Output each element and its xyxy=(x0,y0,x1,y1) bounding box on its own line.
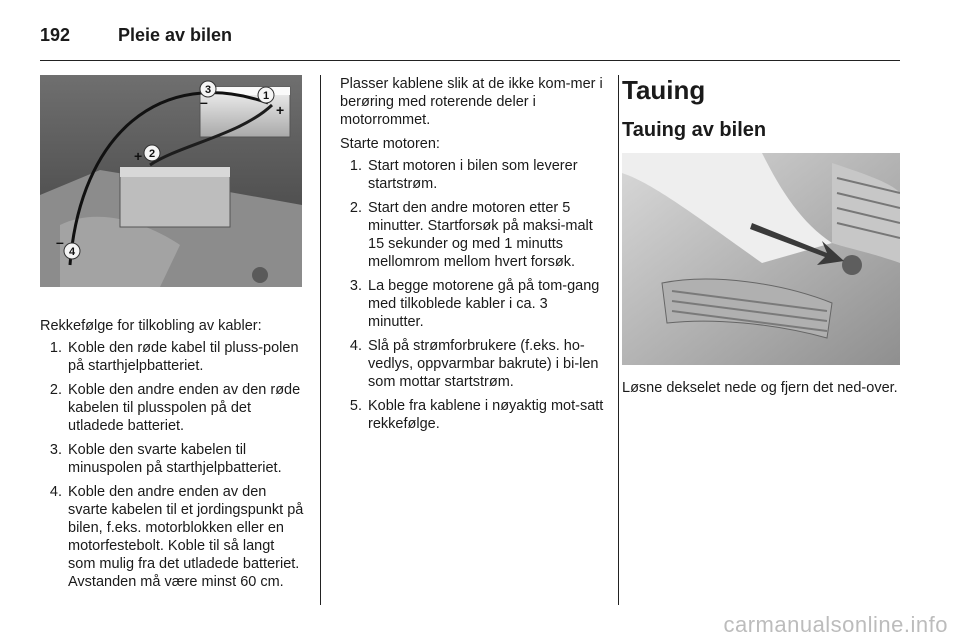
list-item xyxy=(40,381,304,435)
step-number: 2. xyxy=(49,382,62,398)
list-item xyxy=(340,337,605,391)
step-text: Koble fra kablene i nøyaktig mot-satt rekkefølge. xyxy=(368,398,604,432)
battery-top xyxy=(120,167,230,177)
step-number: 4. xyxy=(349,338,362,354)
callout-1: 1 xyxy=(262,90,270,102)
header-rule xyxy=(40,60,900,61)
callout-4: 4 xyxy=(68,246,76,258)
step-number: 1. xyxy=(349,158,362,174)
step-text: Slå på strømforbrukere (f.eks. ho-vedlys, oppvarmbar bakrute) i bi-len som mottar startstrøm. xyxy=(368,338,599,390)
list-item xyxy=(340,397,605,433)
step-text: Koble den andre enden av den svarte kabelen til et jordingspunkt på bilen, f.eks. motorblokken eller en motorfestebolt. Koble til så langt som mulig fra det utladede batteriet. Avstanden må være minst 60 cm. xyxy=(68,484,304,590)
ground-bolt xyxy=(252,267,268,283)
list-item xyxy=(340,157,605,193)
towing-figure xyxy=(622,153,900,365)
step-number: 3. xyxy=(49,442,62,458)
list-item xyxy=(340,277,605,331)
step-number: 2. xyxy=(349,200,362,216)
plus-symbol-2: + xyxy=(134,148,143,164)
bumper-illustration xyxy=(622,153,900,365)
connection-steps-list xyxy=(40,339,304,591)
column-middle xyxy=(340,75,605,439)
list-item xyxy=(40,483,304,591)
engine-bay-illustration xyxy=(40,75,302,287)
tow-eye-cover xyxy=(842,255,862,275)
watermark: carmanualsonline.info xyxy=(723,612,948,637)
column-divider-2 xyxy=(618,75,619,605)
column-left xyxy=(40,75,304,597)
start-steps-list xyxy=(340,157,605,433)
minus-symbol: – xyxy=(200,94,208,110)
step-text: Koble den andre enden av den røde kabelen til plusspolen på det utladede batteriet. xyxy=(68,382,301,434)
page-header xyxy=(40,20,232,50)
jump-start-figure xyxy=(40,75,302,287)
callout-3: 3 xyxy=(204,84,212,96)
minus-symbol-2: – xyxy=(56,234,64,250)
list-item xyxy=(40,339,304,375)
list-item xyxy=(340,199,605,271)
step-number: 4. xyxy=(49,484,62,500)
section-subheading: Tauing av bilen xyxy=(622,119,767,141)
step-number: 3. xyxy=(349,278,362,294)
page-title: Pleie av bilen xyxy=(118,24,233,45)
step-text: Koble den svarte kabelen til minuspolen på starthjelpbatteriet. xyxy=(68,442,282,476)
step-text: Start den andre motoren etter 5 minutter. Startforsøk på maksi-malt 15 sekunder og med 1 minutts mellomrom mellom hvert forsøk. xyxy=(368,200,593,270)
connection-intro: Rekkefølge for tilkobling av kabler: xyxy=(40,318,262,334)
callout-2: 2 xyxy=(148,148,156,160)
cable-placement-paragraph: Plasser kablene slik at de ikke kom-mer i berøring med roterende deler i motorrommet. xyxy=(340,76,603,128)
list-item xyxy=(40,441,304,477)
column-divider-1 xyxy=(320,75,321,605)
section-heading: Tauing xyxy=(622,75,706,105)
step-text: Start motoren i bilen som leverer startstrøm. xyxy=(368,158,578,192)
column-right xyxy=(622,75,900,397)
step-number: 1. xyxy=(49,340,62,356)
plus-symbol: + xyxy=(276,102,285,118)
start-engine-label: Starte motoren: xyxy=(340,136,440,152)
step-number: 5. xyxy=(349,398,362,414)
towing-caption: Løsne dekselet nede og fjern det ned-over. xyxy=(622,380,898,396)
page-number: 192 xyxy=(40,24,71,45)
step-text: La begge motorene gå på tom-gang med tilkoblede kabler i ca. 3 minutter. xyxy=(368,278,600,330)
step-text: Koble den røde kabel til pluss-polen på starthjelpbatteriet. xyxy=(68,340,299,374)
